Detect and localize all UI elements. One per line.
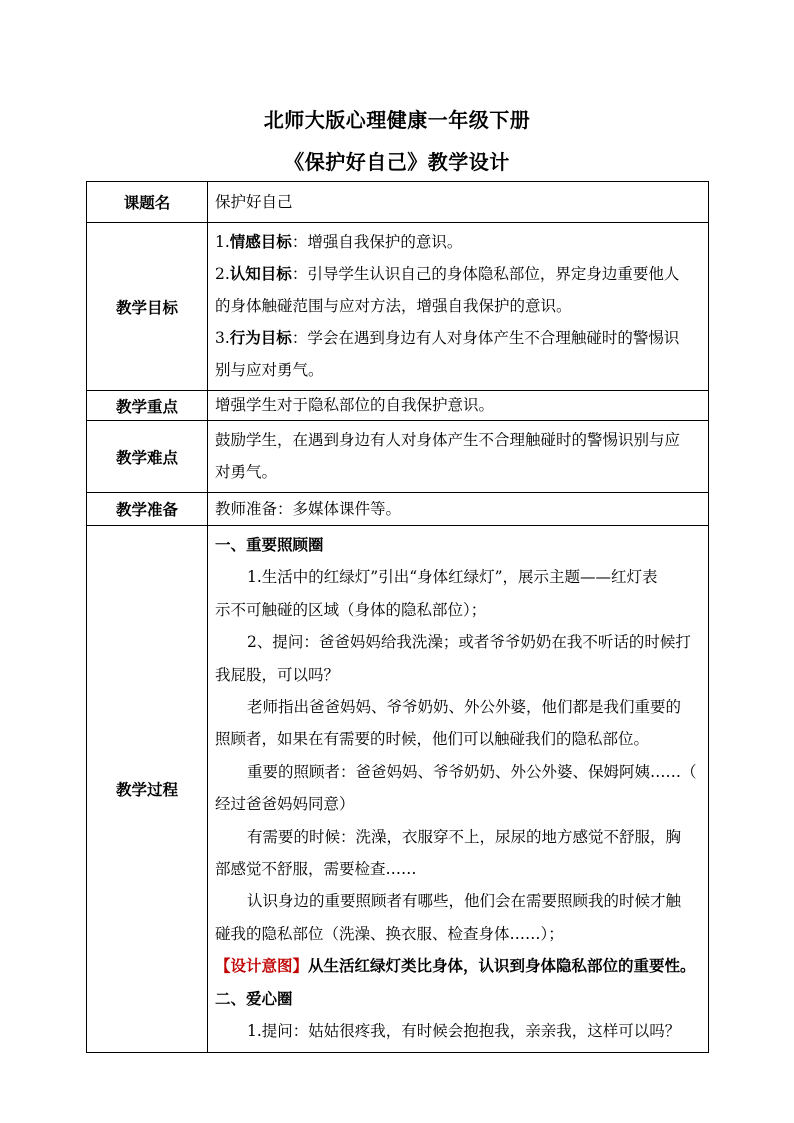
row-goals [87,223,709,391]
paragraph: 认识身边的重要照顾者有哪些，他们会在需要照顾我的时候才触 [247,892,682,911]
row-process [87,526,709,1053]
value-focus: 增强学生对于隐私部位的自我保护意识。 [208,391,709,421]
value-difficulty: 鼓励学生，在遇到身边有人对身体产生不合理触碰时的警惕识别与应 对勇气。 [208,421,709,493]
paragraph: 1.生活中的红绿灯”引出“身体红绿灯”，展示主题——红灯表 [247,568,658,587]
section-heading-2: 二、爱心圈 [215,988,293,1008]
design-intent-text: 从生活红绿灯类比身体，认识到身体隐私部位的重要性。 [308,956,696,976]
paragraph: 重要的照顾者：爸爸妈妈、爷爷奶奶、外公外婆、保姆阿姨……（ [247,762,697,781]
label-prep: 教学准备 [87,493,208,526]
goal-2-cont: 的身体触碰范围与应对方法，增强自我保护的意识。 [215,297,572,315]
paragraph: 1.提问：姑姑很疼我，有时候会抱抱我，亲亲我，这样可以吗？ [247,1022,681,1041]
label-focus: 教学重点 [87,391,208,421]
paragraph: 有需要的时候：洗澡，衣服穿不上，尿尿的地方感觉不舒服，胸 [247,827,682,846]
goal-1: 1.情感目标：增强自我保护的意识。 [215,232,463,251]
value-process [208,526,709,1053]
goal-3-cont: 别与应对勇气。 [215,361,324,379]
label-difficulty: 教学难点 [87,421,208,493]
paragraph-cont: 我屁股，可以吗？ [215,665,340,684]
paragraph-cont: 经过爸爸妈妈同意） [215,795,355,814]
lesson-plan-table [86,181,709,1053]
paragraph-cont: 照顾者，如果在有需要的时候，他们可以触碰我们的隐私部位。 [215,730,650,749]
value-topic: 保护好自己 [208,182,709,223]
label-goals: 教学目标 [87,223,208,391]
row-focus [87,391,709,421]
section-heading-1: 一、重要照顾圈 [215,535,324,554]
paragraph-cont: 部感觉不舒服，需要检查…… [215,860,417,879]
goal-2: 2.认知目标：引导学生认识自己的身体隐私部位，界定身边重要他人 [215,264,680,283]
document-title: 北师大版心理健康一年级下册 [263,108,531,132]
label-topic: 课题名 [87,182,208,223]
goal-3: 3.行为目标：学会在遇到身边有人对身体产生不合理触碰时的警惕识 [215,328,680,347]
label-process: 教学过程 [87,526,208,1053]
document-subtitle: 《保护好自己》教学设计 [284,150,510,174]
value-goals [208,223,709,391]
paragraph-cont: 碰我的隐私部位（洗澡、换衣服、检查身体……）； [215,924,564,943]
row-topic [87,182,709,223]
paragraph: 老师指出爸爸妈妈、爷爷奶奶、外公外婆，他们都是我们重要的 [247,698,682,717]
row-difficulty [87,421,709,493]
design-intent-tag: 【设计意图】 [215,956,309,976]
row-prep [87,493,709,526]
value-prep: 教师准备：多媒体课件等。 [208,493,709,526]
paragraph-cont: 示不可触碰的区域（身体的隐私部位）； [215,600,487,619]
paragraph: 2、提问：爸爸妈妈给我洗澡；或者爷爷奶奶在我不听话的时候打 [247,633,691,652]
design-intent [215,950,702,982]
